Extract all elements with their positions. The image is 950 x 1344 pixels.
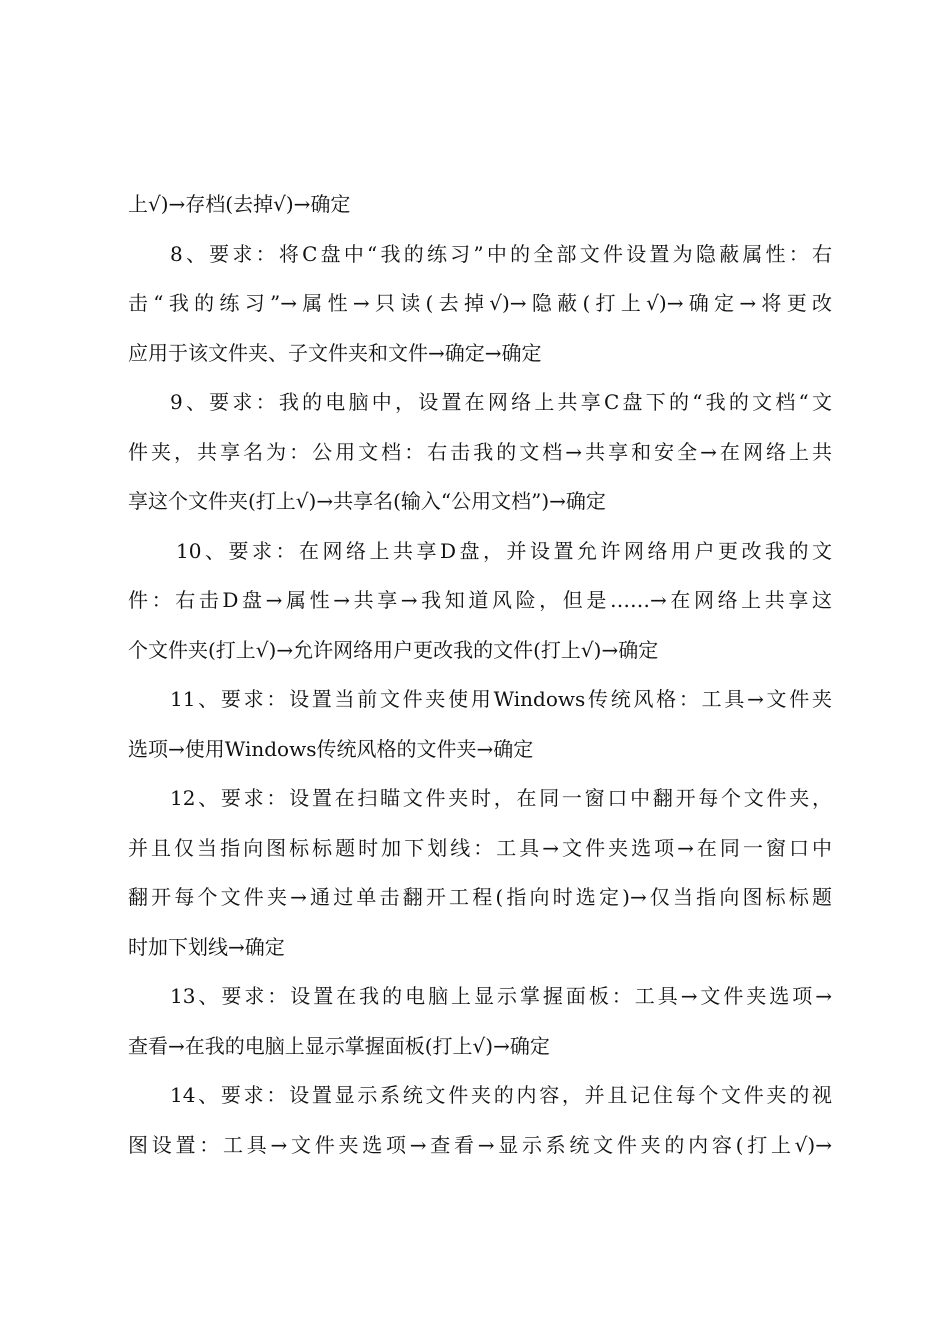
- text-line: 应用于该文件夹、子文件夹和文件→确定→确定: [128, 340, 542, 365]
- text-line: 并且仅当指向图标标题时加下划线：工具→文件夹选项→在同一窗口中: [128, 835, 832, 860]
- text-line: 选项→使用Windows传统风格的文件夹→确定: [128, 736, 534, 761]
- text-line: 9、要求：我的电脑中，设置在网络上共享C盘下的“我的文档“文: [170, 390, 832, 414]
- text-line: 件夹，共享名为：公用文档：右击我的文档→共享和安全→在网络上共: [128, 439, 832, 464]
- text-line: 14、要求：设置显示系统文件夹的内容，并且记住每个文件夹的视: [170, 1083, 832, 1107]
- document-body: [128, 180, 832, 1170]
- text-line: 8、要求：将C盘中“我的练习”中的全部文件设置为隐蔽属性：右: [170, 241, 832, 266]
- text-line: 查看→在我的电脑上显示掌握面板(打上√)→确定: [128, 1033, 550, 1058]
- text-line: 个文件夹(打上√)→允许网络用户更改我的文件(打上√)→确定: [128, 637, 659, 662]
- text-line: 11、要求：设置当前文件夹使用Windows传统风格：工具→文件夹: [170, 687, 832, 711]
- text-line: 上√)→存档(去掉√)→确定: [128, 192, 351, 216]
- text-line: 10、要求：在网络上共享D盘，并设置允许网络用户更改我的文: [176, 538, 832, 563]
- text-line: 12、要求：设置在扫瞄文件夹时，在同一窗口中翻开每个文件夹，: [170, 786, 832, 810]
- text-line: 件：右击D盘→属性→共享→我知道风险，但是……→在网络上共享这: [128, 588, 832, 612]
- text-line: 翻开每个文件夹→通过单击翻开工程(指向时选定)→仅当指向图标标题: [128, 885, 832, 909]
- text-line: 13、要求：设置在我的电脑上显示掌握面板：工具→文件夹选项→: [170, 984, 832, 1008]
- text-line: 图设置：工具→文件夹选项→查看→显示系统文件夹的内容(打上√)→: [128, 1132, 832, 1157]
- text-line: 享这个文件夹(打上√)→共享名(输入“公用文档”)→确定: [128, 489, 606, 513]
- text-line: 时加下划线→确定: [128, 934, 285, 959]
- text-line: 击“我的练习”→属性→只读(去掉√)→隐蔽(打上√)→确定→将更改: [128, 291, 832, 315]
